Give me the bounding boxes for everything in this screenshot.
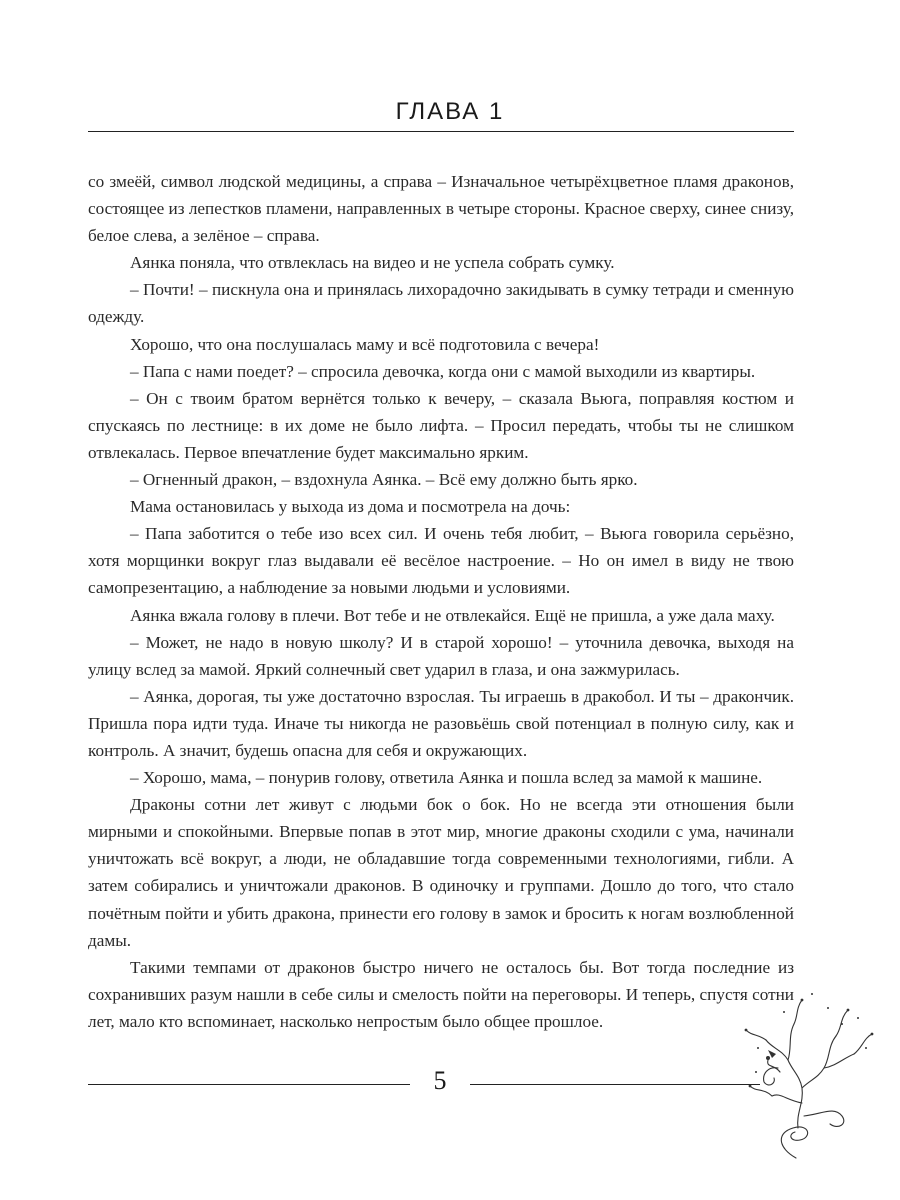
paragraph: – Он с твоим братом вернётся только к вечеру, – сказала Вьюга, поправляя костюм и спускаясь по лестнице: в их доме не было лифта. – Просил передать, чтобы ты не слишком отвлекалась. Первое впечатление будет максимально ярким. bbox=[88, 388, 794, 462]
paragraph: Аянка поняла, что отвлеклась на видео и не успела собрать сумку. bbox=[130, 253, 615, 273]
paragraph: – Почти! – пискнула она и принялась лихорадочно закидывать в сумку тетради и сменную одежду. bbox=[88, 280, 794, 327]
paragraph: Мама остановилась у выхода из дома и посмотрела на дочь: bbox=[130, 497, 571, 517]
paragraph: Драконы сотни лет живут с людьми бок о бок. Но не всегда эти отношения были мирными и спокойными. Впервые попав в этот мир, многие драконы сходили с ума, начинали уничтожать всё вокруг, а люди, не обладавшие тогда современными технологиями, гибли. А затем собирались и уничтожали драконов. В одиночку и группами. Дошло до того, что стало почётным пойти и убить дракона, принести его голову в замок и бросить к ногам возлюбленной дамы. bbox=[88, 795, 794, 950]
paragraph: – Папа с нами поедет? – спросила девочка, когда они с мамой выходили из квартиры. bbox=[130, 361, 756, 381]
dragon-tree-ornament-icon bbox=[738, 988, 878, 1160]
footer-divider-right bbox=[470, 1084, 760, 1085]
paragraph: – Огненный дракон, – вздохнула Аянка. – Всё ему должно быть ярко. bbox=[130, 470, 638, 490]
paragraph: Аянка вжала голову в плечи. Вот тебе и не отвлекайся. Ещё не пришла, а уже дала маху. bbox=[130, 605, 775, 625]
page-body-text bbox=[88, 168, 794, 1035]
paragraph: Хорошо, что она послушалась маму и всё подготовила с вечера! bbox=[130, 334, 600, 354]
page-number: 5 bbox=[433, 1066, 447, 1095]
footer-divider-left bbox=[88, 1084, 410, 1085]
chapter-title: ГЛАВА 1 bbox=[395, 98, 505, 125]
paragraph: – Хорошо, мама, – понурив голову, ответила Аянка и пошла вслед за мамой к машине. bbox=[130, 768, 763, 788]
paragraph-continued: со змеёй, символ людской медицины, а справа – Изначальное четырёхцветное пламя драконов, состоящее из лепестков пламени, направленных в четыре стороны. Красное сверху, синее снизу, белое слева, а зелёное – справа. bbox=[88, 172, 794, 246]
paragraph: – Может, не надо в новую школу? И в старой хорошо! – уточнила девочка, выходя на улицу вслед за мамой. Яркий солнечный свет ударил в глаза, и она зажмурилась. bbox=[88, 632, 794, 679]
paragraph: – Аянка, дорогая, ты уже достаточно взрослая. Ты играешь в дракобол. И ты – дракончик. Пришла пора идти туда. Иначе ты никогда не разовьёшь свой потенциал в полную силу, как и контроль. А значит, будешь опасна для себя и окружающих. bbox=[88, 686, 794, 760]
paragraph: – Папа заботится о тебе изо всех сил. И очень тебя любит, – Вьюга говорила серьёзно, хотя морщинки вокруг глаз выдавали её весёлое настроение. – Но он имел в виду не твою самопрезентацию, а наблюдение за новыми людьми и условиями. bbox=[88, 524, 794, 598]
header-divider bbox=[88, 131, 794, 132]
paragraph: Такими темпами от драконов быстро ничего не осталось бы. Вот тогда последние из сохранивших разум нашли в себе силы и смелость пойти на переговоры. И теперь, спустя сотни лет, мало кто вспоминает, насколько непростым было общее прошлое. bbox=[88, 957, 794, 1031]
